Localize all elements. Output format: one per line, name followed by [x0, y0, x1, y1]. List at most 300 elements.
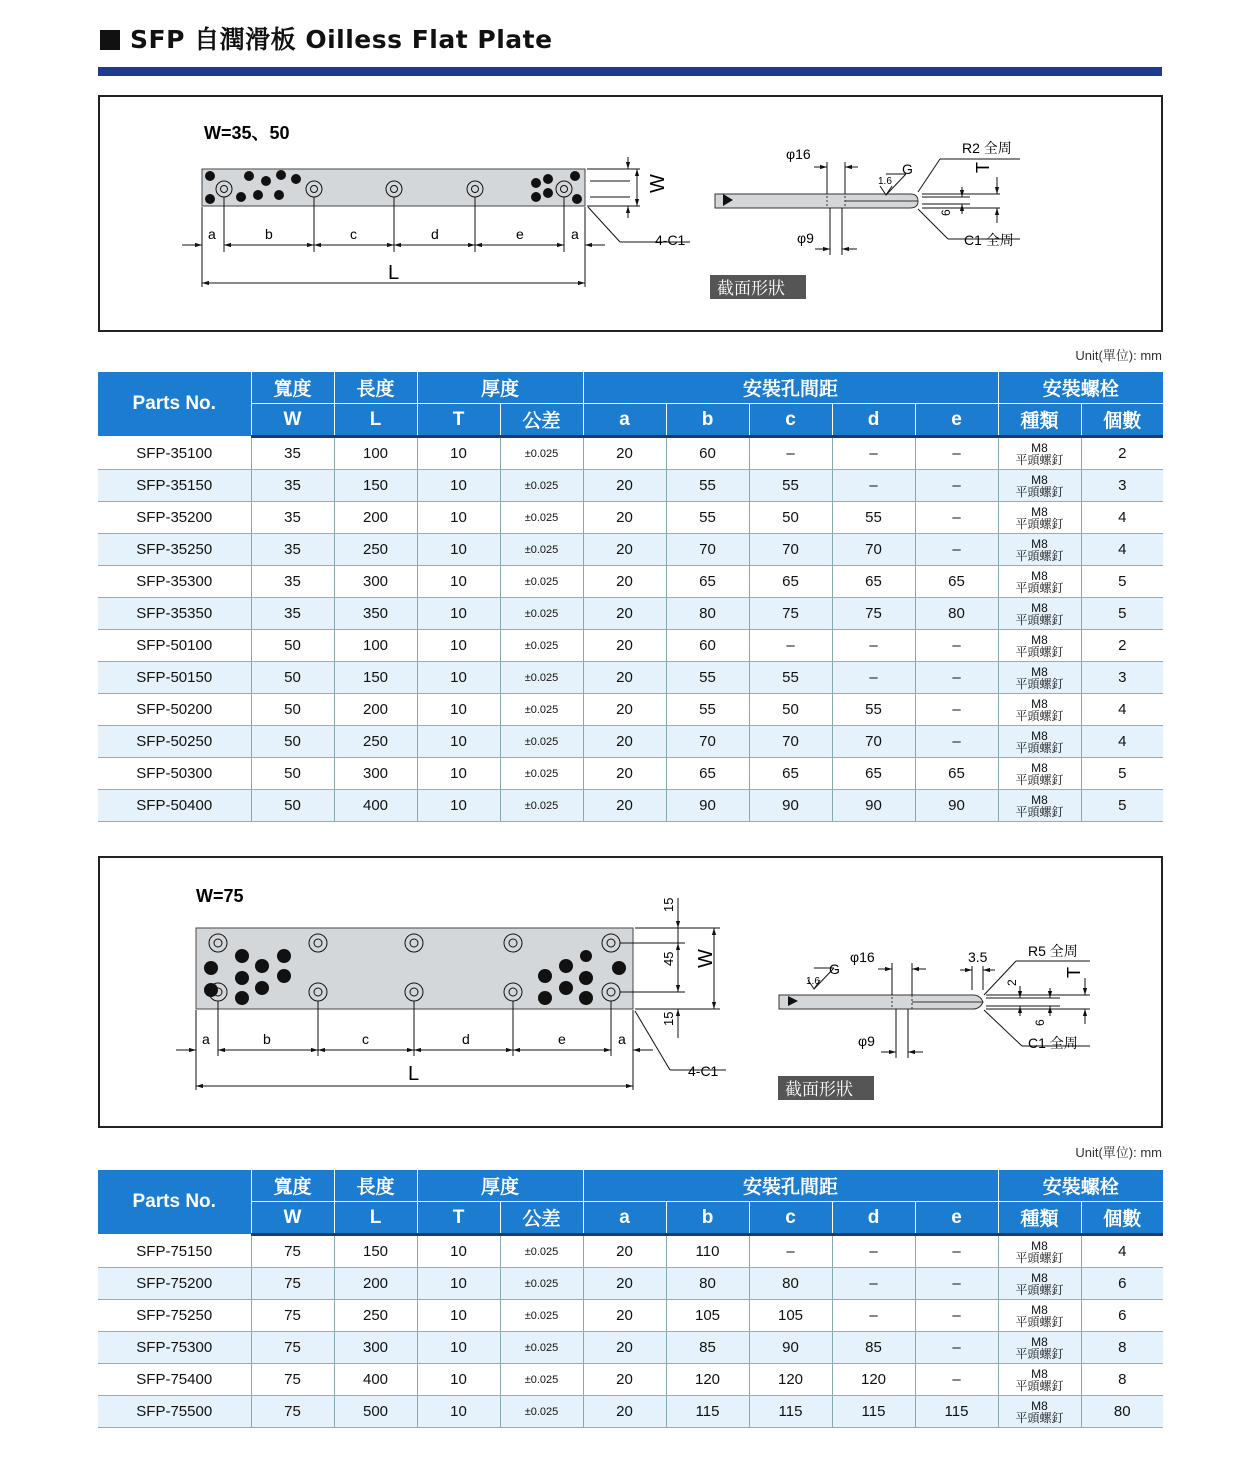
cell-e: 80 — [915, 598, 998, 630]
chamfer75-label: 4-C1 — [688, 1063, 719, 1079]
cell-length: 150 — [334, 1235, 417, 1268]
cell-bolt-kind — [998, 502, 1081, 534]
cell-bolt-count: 4 — [1081, 534, 1163, 566]
bolt-size: M8 — [1031, 664, 1048, 679]
hdr2-T: T — [417, 1202, 500, 1235]
cell-d: 65 — [832, 758, 915, 790]
section-label: 截面形狀 — [717, 279, 785, 298]
cell-width: 75 — [251, 1268, 334, 1300]
cell-bolt-count: 5 — [1081, 598, 1163, 630]
table-row — [98, 437, 1163, 470]
spec-table-2 — [98, 1170, 1163, 1428]
w-label: W=35、50 — [204, 123, 290, 143]
r-label: R2 全周 — [962, 140, 1012, 156]
cell-thickness: 10 — [417, 598, 500, 630]
cell-a: 20 — [583, 758, 666, 790]
hdr2-count: 個數 — [1081, 1202, 1163, 1235]
cell-tolerance: ±0.025 — [500, 598, 583, 630]
cell-c: 55 — [749, 662, 832, 694]
cell-width: 50 — [251, 662, 334, 694]
cell-bolt-count: 5 — [1081, 790, 1163, 822]
bolt-size: M8 — [1031, 760, 1048, 775]
hdr-W: W — [251, 404, 334, 437]
cell-a: 20 — [583, 566, 666, 598]
bolt-type: 平頭螺釘 — [1015, 1250, 1064, 1265]
hdr-tol: 公差 — [500, 404, 583, 437]
phi16-75-label: φ16 — [850, 949, 875, 965]
cell-bolt-kind — [998, 726, 1081, 758]
cell-length: 250 — [334, 1300, 417, 1332]
cell-length: 150 — [334, 662, 417, 694]
cell-e: – — [915, 1332, 998, 1364]
c75-label: C1 全周 — [1028, 1035, 1078, 1051]
hdr2-length: 長度 — [334, 1170, 417, 1202]
cell-d: 90 — [832, 790, 915, 822]
bolt-size: M8 — [1031, 440, 1048, 455]
cell-bolt-kind — [998, 1396, 1081, 1428]
cell-c: 90 — [749, 790, 832, 822]
cell-bolt-kind — [998, 598, 1081, 630]
cell-c: 120 — [749, 1364, 832, 1396]
cell-length: 400 — [334, 1364, 417, 1396]
cell-bolt-count: 2 — [1081, 630, 1163, 662]
cell-b: 65 — [666, 758, 749, 790]
hdr-L: L — [334, 404, 417, 437]
cell-c: 50 — [749, 502, 832, 534]
hdr2-width: 寬度 — [251, 1170, 334, 1202]
bolt-size: M8 — [1031, 600, 1048, 615]
cell-b: 60 — [666, 630, 749, 662]
phi16-label: φ16 — [786, 146, 811, 162]
cell-e: 65 — [915, 758, 998, 790]
cell-length: 300 — [334, 758, 417, 790]
table-row — [98, 534, 1163, 566]
cross-section — [710, 140, 1020, 299]
diagram-w75-drawing — [100, 858, 1161, 1126]
cell-bolt-kind — [998, 1364, 1081, 1396]
cell-tolerance: ±0.025 — [500, 1235, 583, 1268]
cell-bolt-count: 3 — [1081, 662, 1163, 694]
cell-a: 20 — [583, 1396, 666, 1428]
page-title-text: SFP 自潤滑板 Oilless Flat Plate — [130, 25, 553, 54]
cell-width: 75 — [251, 1300, 334, 1332]
cell-tolerance: ±0.025 — [500, 1300, 583, 1332]
cell-thickness: 10 — [417, 1364, 500, 1396]
cell-bolt-kind — [998, 437, 1081, 470]
cell-c: 70 — [749, 726, 832, 758]
cell-a: 20 — [583, 598, 666, 630]
roughness-label: 1.6 — [878, 176, 892, 187]
cell-length: 100 — [334, 437, 417, 470]
cell-bolt-kind — [998, 630, 1081, 662]
cell-bolt-kind — [998, 790, 1081, 822]
cell-width: 50 — [251, 758, 334, 790]
cell-c: 55 — [749, 470, 832, 502]
cell-part-no: SFP-35300 — [98, 566, 251, 598]
cell-a: 20 — [583, 790, 666, 822]
cell-a: 20 — [583, 726, 666, 758]
cell-thickness: 10 — [417, 566, 500, 598]
cell-thickness: 10 — [417, 1268, 500, 1300]
cell-length: 200 — [334, 502, 417, 534]
cell-d: – — [832, 1268, 915, 1300]
cell-b: 55 — [666, 502, 749, 534]
dim-a-right: a — [571, 226, 579, 242]
dim-L: L — [388, 262, 400, 284]
cell-a: 20 — [583, 1364, 666, 1396]
cell-part-no: SFP-50400 — [98, 790, 251, 822]
cell-part-no: SFP-75150 — [98, 1235, 251, 1268]
cell-c: 65 — [749, 566, 832, 598]
dim75-15-top: 15 — [661, 897, 676, 912]
square-bullet-icon — [100, 30, 120, 50]
cell-tolerance: ±0.025 — [500, 566, 583, 598]
cell-b: 80 — [666, 1268, 749, 1300]
bolt-type: 平頭螺釘 — [1015, 452, 1064, 467]
cell-e: – — [915, 1268, 998, 1300]
hdr2-e: e — [915, 1202, 998, 1235]
cell-c: – — [749, 630, 832, 662]
dim-d: d — [431, 226, 439, 242]
hdr-parts-no: Parts No. — [98, 372, 251, 437]
cell-tolerance: ±0.025 — [500, 726, 583, 758]
hdr2-L: L — [334, 1202, 417, 1235]
cell-tolerance: ±0.025 — [500, 662, 583, 694]
cell-e: – — [915, 662, 998, 694]
cell-bolt-kind — [998, 1235, 1081, 1268]
unit-label: Unit(單位): mm — [1075, 348, 1162, 363]
cell-bolt-kind — [998, 662, 1081, 694]
cell-c: – — [749, 1235, 832, 1268]
table-row — [98, 1235, 1163, 1268]
diagram-w35-50-drawing — [100, 97, 1161, 330]
cell-bolt-count: 5 — [1081, 566, 1163, 598]
cell-width: 50 — [251, 694, 334, 726]
dim75-c: c — [362, 1031, 369, 1047]
cell-bolt-count: 4 — [1081, 502, 1163, 534]
cell-part-no: SFP-75200 — [98, 1268, 251, 1300]
cell-part-no: SFP-75250 — [98, 1300, 251, 1332]
cell-c: – — [749, 437, 832, 470]
spec-table-2-body — [98, 1235, 1163, 1428]
cell-thickness: 10 — [417, 1396, 500, 1428]
cell-b: 80 — [666, 598, 749, 630]
cell-width: 75 — [251, 1396, 334, 1428]
cell-a: 20 — [583, 534, 666, 566]
cell-length: 400 — [334, 790, 417, 822]
cell-length: 300 — [334, 1332, 417, 1364]
cell-part-no: SFP-35100 — [98, 437, 251, 470]
cell-length: 250 — [334, 534, 417, 566]
spec-table-1 — [98, 372, 1163, 822]
roughness75-label: 1.6 — [806, 976, 820, 987]
table-row — [98, 790, 1163, 822]
hdr-length: 長度 — [334, 372, 417, 404]
cell-b: 115 — [666, 1396, 749, 1428]
cell-e: 115 — [915, 1396, 998, 1428]
six-label: 6 — [939, 209, 953, 216]
cell-d: 65 — [832, 566, 915, 598]
cell-e: – — [915, 470, 998, 502]
bolt-size: M8 — [1031, 568, 1048, 583]
hdr-kind: 種類 — [998, 404, 1081, 437]
cell-length: 200 — [334, 694, 417, 726]
bolt-type: 平頭螺釘 — [1015, 1314, 1064, 1329]
cell-e: – — [915, 726, 998, 758]
cell-part-no: SFP-35200 — [98, 502, 251, 534]
cell-bolt-count: 6 — [1081, 1300, 1163, 1332]
cell-b: 120 — [666, 1364, 749, 1396]
cell-bolt-count: 4 — [1081, 694, 1163, 726]
cell-c: 80 — [749, 1268, 832, 1300]
bolt-type: 平頭螺釘 — [1015, 1282, 1064, 1297]
two-label: 2 — [1005, 979, 1019, 986]
cell-part-no: SFP-50200 — [98, 694, 251, 726]
hdr2-kind: 種類 — [998, 1202, 1081, 1235]
cell-a: 20 — [583, 662, 666, 694]
dim-W: W — [647, 174, 669, 193]
diagram-w35-50 — [98, 95, 1163, 332]
cell-bolt-kind — [998, 534, 1081, 566]
bolt-type: 平頭螺釘 — [1015, 516, 1064, 531]
dim75-b: b — [263, 1031, 271, 1047]
diagram-w75 — [98, 856, 1163, 1128]
bolt-type: 平頭螺釘 — [1015, 1410, 1064, 1425]
cell-c: 70 — [749, 534, 832, 566]
cell-width: 75 — [251, 1235, 334, 1268]
hdr2-d: d — [832, 1202, 915, 1235]
cell-width: 35 — [251, 502, 334, 534]
cell-part-no: SFP-75300 — [98, 1332, 251, 1364]
bolt-size: M8 — [1031, 1398, 1048, 1413]
cell-d: – — [832, 1300, 915, 1332]
cell-tolerance: ±0.025 — [500, 1332, 583, 1364]
cell-d: 75 — [832, 598, 915, 630]
cell-thickness: 10 — [417, 790, 500, 822]
cell-c: 115 — [749, 1396, 832, 1428]
bolt-type: 平頭螺釘 — [1015, 612, 1064, 627]
cell-width: 50 — [251, 630, 334, 662]
hdr-count: 個數 — [1081, 404, 1163, 437]
hdr2-b: b — [666, 1202, 749, 1235]
cell-width: 75 — [251, 1364, 334, 1396]
cell-d: 55 — [832, 694, 915, 726]
cell-bolt-kind — [998, 566, 1081, 598]
cell-bolt-count: 4 — [1081, 1235, 1163, 1268]
hdr2-parts-no: Parts No. — [98, 1170, 251, 1235]
table-row — [98, 694, 1163, 726]
cell-length: 250 — [334, 726, 417, 758]
cell-bolt-count: 5 — [1081, 758, 1163, 790]
cell-d: – — [832, 1235, 915, 1268]
dim-c: c — [350, 226, 357, 242]
dim75-W: W — [695, 949, 717, 968]
six75-label: 6 — [1033, 1019, 1047, 1026]
cell-thickness: 10 — [417, 502, 500, 534]
T-label: T — [973, 162, 993, 173]
cell-length: 300 — [334, 566, 417, 598]
cell-thickness: 10 — [417, 534, 500, 566]
cell-tolerance: ±0.025 — [500, 1268, 583, 1300]
table-row — [98, 566, 1163, 598]
table-row — [98, 758, 1163, 790]
cell-bolt-kind — [998, 470, 1081, 502]
cell-a: 20 — [583, 1332, 666, 1364]
G75-label: G — [829, 961, 840, 977]
hdr-d: d — [832, 404, 915, 437]
cell-d: – — [832, 662, 915, 694]
cell-d: – — [832, 470, 915, 502]
cell-b: 55 — [666, 662, 749, 694]
table-row — [98, 470, 1163, 502]
bolt-size: M8 — [1031, 792, 1048, 807]
title-rule — [98, 67, 1162, 76]
cell-part-no: SFP-50300 — [98, 758, 251, 790]
dim75-a-left: a — [202, 1031, 210, 1047]
table-row — [98, 1268, 1163, 1300]
cell-e: – — [915, 1364, 998, 1396]
dim75-L: L — [408, 1063, 420, 1085]
cell-b: 70 — [666, 726, 749, 758]
table-row — [98, 598, 1163, 630]
cell-a: 20 — [583, 694, 666, 726]
hdr-width: 寬度 — [251, 372, 334, 404]
bolt-size: M8 — [1031, 1238, 1048, 1253]
dim75-3-5: 3.5 — [968, 949, 988, 965]
cell-thickness: 10 — [417, 694, 500, 726]
section75-label: 截面形狀 — [785, 1080, 853, 1099]
cell-tolerance: ±0.025 — [500, 470, 583, 502]
cell-tolerance: ±0.025 — [500, 534, 583, 566]
cell-width: 75 — [251, 1332, 334, 1364]
cell-length: 350 — [334, 598, 417, 630]
cell-c: 50 — [749, 694, 832, 726]
cell-thickness: 10 — [417, 758, 500, 790]
table-row — [98, 1332, 1163, 1364]
bolt-type: 平頭螺釘 — [1015, 1346, 1064, 1361]
cell-part-no: SFP-35250 — [98, 534, 251, 566]
c-label: C1 全周 — [964, 232, 1014, 248]
cell-b: 85 — [666, 1332, 749, 1364]
cell-d: – — [832, 437, 915, 470]
cell-width: 35 — [251, 470, 334, 502]
cell-thickness: 10 — [417, 1300, 500, 1332]
cell-c: 65 — [749, 758, 832, 790]
cell-c: 90 — [749, 1332, 832, 1364]
cell-bolt-count: 80 — [1081, 1396, 1163, 1428]
unit-label-2: Unit(單位): mm — [1075, 1145, 1162, 1160]
table-row — [98, 630, 1163, 662]
cell-a: 20 — [583, 502, 666, 534]
cell-tolerance: ±0.025 — [500, 502, 583, 534]
cell-tolerance: ±0.025 — [500, 1396, 583, 1428]
hdr2-thickness: 厚度 — [417, 1170, 583, 1202]
bolt-type: 平頭螺釘 — [1015, 484, 1064, 499]
hdr-T: T — [417, 404, 500, 437]
cell-e: – — [915, 1300, 998, 1332]
cell-part-no: SFP-35350 — [98, 598, 251, 630]
bolt-size: M8 — [1031, 1366, 1048, 1381]
bolt-type: 平頭螺釘 — [1015, 580, 1064, 595]
cell-a: 20 — [583, 1300, 666, 1332]
cell-tolerance: ±0.025 — [500, 437, 583, 470]
cell-thickness: 10 — [417, 630, 500, 662]
hdr2-c: c — [749, 1202, 832, 1235]
cell-a: 20 — [583, 437, 666, 470]
dim75-d: d — [462, 1031, 470, 1047]
hdr-thickness: 厚度 — [417, 372, 583, 404]
cell-width: 35 — [251, 534, 334, 566]
cell-a: 20 — [583, 1235, 666, 1268]
cell-tolerance: ±0.025 — [500, 694, 583, 726]
hdr2-bolt: 安裝螺栓 — [998, 1170, 1163, 1202]
cell-d: 120 — [832, 1364, 915, 1396]
table-row — [98, 502, 1163, 534]
bolt-size: M8 — [1031, 728, 1048, 743]
dim75-a-right: a — [618, 1031, 626, 1047]
bolt-size: M8 — [1031, 536, 1048, 551]
dim75-45: 45 — [661, 951, 676, 966]
table-row — [98, 1396, 1163, 1428]
cell-width: 50 — [251, 790, 334, 822]
cell-length: 100 — [334, 630, 417, 662]
cell-width: 35 — [251, 598, 334, 630]
cell-b: 110 — [666, 1235, 749, 1268]
cell-e: – — [915, 502, 998, 534]
T75-label: T — [1064, 967, 1084, 978]
dim75-15-bottom: 15 — [661, 1011, 676, 1026]
cell-width: 35 — [251, 437, 334, 470]
hdr2-spacing: 安裝孔間距 — [583, 1170, 998, 1202]
cell-length: 200 — [334, 1268, 417, 1300]
hdr-a: a — [583, 404, 666, 437]
cell-tolerance: ±0.025 — [500, 790, 583, 822]
cell-b: 65 — [666, 566, 749, 598]
cell-tolerance: ±0.025 — [500, 1364, 583, 1396]
cell-e: 90 — [915, 790, 998, 822]
cell-d: – — [832, 630, 915, 662]
cell-d: 115 — [832, 1396, 915, 1428]
bolt-size: M8 — [1031, 632, 1048, 647]
cell-bolt-count: 8 — [1081, 1364, 1163, 1396]
bolt-size: M8 — [1031, 1334, 1048, 1349]
cell-bolt-count: 6 — [1081, 1268, 1163, 1300]
cell-bolt-kind — [998, 758, 1081, 790]
cell-thickness: 10 — [417, 1235, 500, 1268]
cell-width: 50 — [251, 726, 334, 758]
bolt-type: 平頭螺釘 — [1015, 708, 1064, 723]
bolt-type: 平頭螺釘 — [1015, 740, 1064, 755]
cell-a: 20 — [583, 630, 666, 662]
cell-b: 70 — [666, 534, 749, 566]
cell-bolt-kind — [998, 694, 1081, 726]
bolt-size: M8 — [1031, 472, 1048, 487]
bolt-type: 平頭螺釘 — [1015, 644, 1064, 659]
cell-b: 90 — [666, 790, 749, 822]
bolt-type: 平頭螺釘 — [1015, 804, 1064, 819]
cell-bolt-kind — [998, 1332, 1081, 1364]
cell-e: – — [915, 630, 998, 662]
cell-bolt-count: 3 — [1081, 470, 1163, 502]
table-row — [98, 726, 1163, 758]
G-label: G — [902, 161, 913, 177]
cell-thickness: 10 — [417, 726, 500, 758]
cell-length: 150 — [334, 470, 417, 502]
bolt-size: M8 — [1031, 1270, 1048, 1285]
cell-part-no: SFP-50100 — [98, 630, 251, 662]
dim-e: e — [516, 226, 524, 242]
cell-tolerance: ±0.025 — [500, 630, 583, 662]
